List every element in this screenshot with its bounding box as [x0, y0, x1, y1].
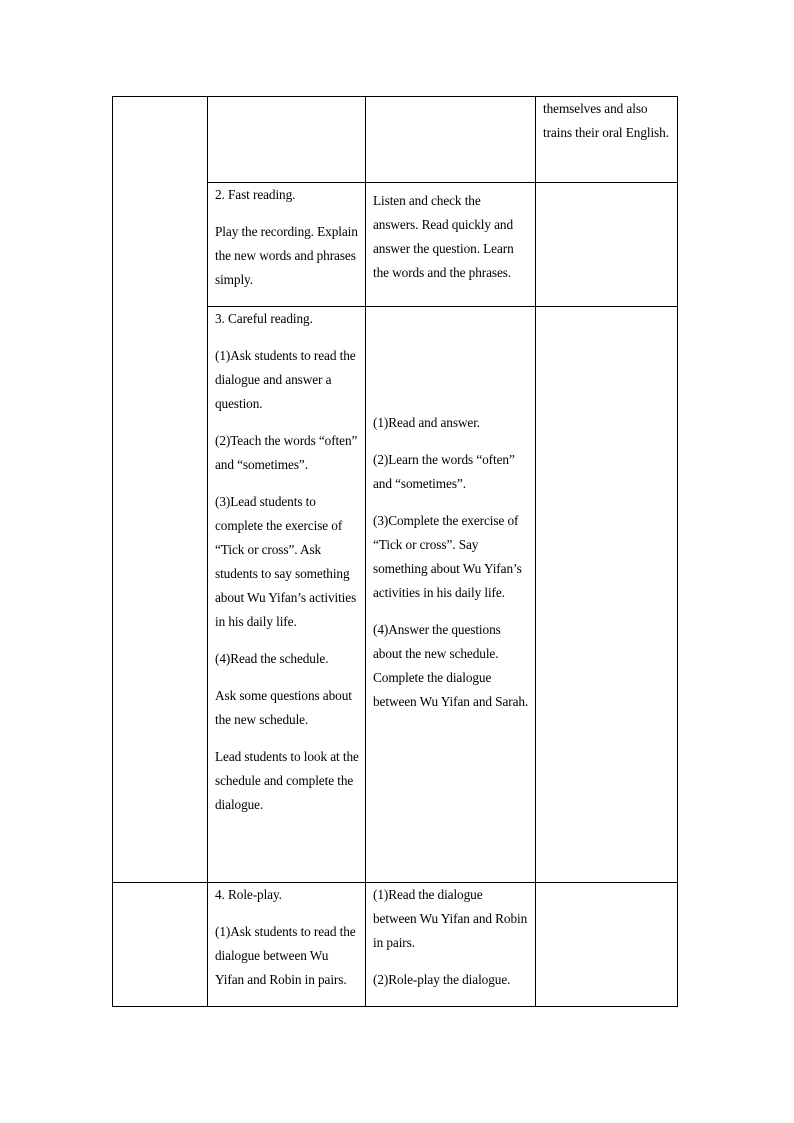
teacher-activity: Lead students to look at the schedule and complete the dialogue.: [215, 749, 359, 812]
students-cell: [366, 406, 535, 876]
students-cell: [366, 184, 535, 302]
table-border-left: [112, 96, 113, 1007]
table-border-bottom: [112, 1006, 678, 1007]
student-activity: (2)Learn the words “often” and “sometimes”.: [373, 452, 515, 491]
table-border-right: [677, 96, 678, 1007]
teacher-activity: Ask some questions about the new schedule.: [215, 688, 352, 727]
teacher-activity: (1)Ask students to read the dialogue and answer a question.: [215, 348, 356, 411]
step-heading: 4. Role-play.: [215, 887, 282, 902]
teacher-activity: Play the recording. Explain the new words and phrases simply.: [215, 224, 358, 287]
student-activity: (3)Complete the exercise of “Tick or cross”. Say something about Wu Yifan’s activities in his daily life.: [373, 513, 522, 600]
students-cell: [366, 878, 535, 1006]
teacher-cell: [208, 302, 365, 882]
teacher-activity: (2)Teach the words “often” and “sometimes”.: [215, 433, 358, 472]
student-activity: (2)Role-play the dialogue.: [373, 972, 511, 987]
student-activity: (4)Answer the questions about the new schedule. Complete the dialogue between Wu Yifan and Sarah.: [373, 622, 529, 709]
student-activity: Listen and check the answers. Read quickly and answer the question. Learn the words and the phrases.: [373, 193, 514, 280]
step-heading: 3. Careful reading.: [215, 311, 313, 326]
column-divider: [535, 96, 536, 1007]
teacher-activity: (3)Lead students to complete the exercise of “Tick or cross”. Ask students to say something about Wu Yifan’s activities in his daily life.: [215, 494, 357, 629]
student-activity: (1)Read and answer.: [373, 415, 481, 430]
teacher-activity: (4)Read the schedule.: [215, 651, 329, 666]
teacher-cell: [208, 878, 365, 1006]
purpose-text: themselves and also trains their oral English.: [543, 101, 669, 140]
student-activity: (1)Read the dialogue between Wu Yifan and Robin in pairs.: [373, 887, 528, 950]
step-heading: 2. Fast reading.: [215, 187, 296, 202]
teacher-activity: (1)Ask students to read the dialogue between Wu Yifan and Robin in pairs.: [215, 924, 356, 987]
purpose-cell: [536, 97, 677, 182]
teacher-cell: [208, 178, 365, 302]
